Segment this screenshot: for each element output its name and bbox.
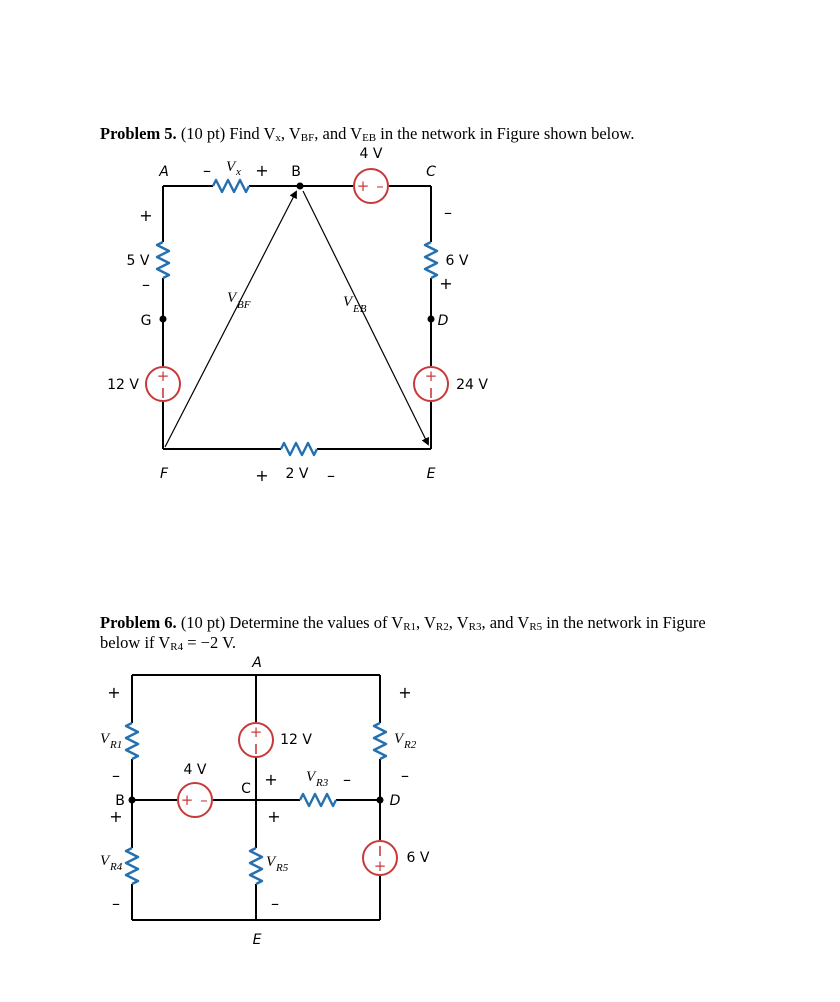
vr5-plus: +: [267, 807, 281, 826]
vr2-plus: +: [398, 683, 412, 702]
resistor-6v: [425, 242, 437, 278]
source-4v-c6-plus: +: [180, 791, 194, 809]
problem-6-sep1: , V: [416, 613, 436, 632]
resistor-6v-label: 6 V: [445, 253, 469, 269]
vr1-label-name: V: [100, 731, 110, 747]
res-6v-plus: +: [439, 274, 453, 293]
problem-6-sep3: , and V: [481, 613, 530, 632]
source-4v-plus: +: [356, 177, 370, 195]
source-4v-minus: –: [376, 177, 384, 195]
vr3-subscript: R3: [468, 621, 482, 633]
node-a-label: A: [159, 164, 169, 180]
problem-6-text-value: = −2 V.: [183, 633, 236, 652]
problem-5-points: (10 pt): [180, 124, 226, 143]
vx-subscript: x: [275, 132, 281, 144]
resistor-2v-label: 2 V: [285, 466, 309, 482]
node-d-dot: [428, 316, 435, 323]
resistor-5v: [157, 242, 169, 278]
problem-5-text-sep: , V: [280, 124, 301, 143]
source-4v-c6-label: 4 V: [183, 762, 207, 778]
node-c-label: C: [426, 164, 436, 180]
source-12v-label: 12 V: [107, 377, 139, 393]
resistor-5v-label: 5 V: [126, 253, 150, 269]
resistor-r5: [250, 848, 262, 884]
vbf-subscript: BF: [300, 132, 315, 144]
source-12v-c6-plus: +: [249, 723, 263, 741]
problem-5-text-end: in the network in Figure shown below.: [376, 124, 635, 143]
node-e-label-c6: E: [252, 932, 262, 948]
node-d-dot-c6: [377, 797, 384, 804]
resistor-r2: [374, 723, 386, 759]
vr5-label-name: V: [266, 854, 276, 870]
vr2-minus: –: [401, 766, 409, 785]
source-12v-plus: +: [156, 367, 170, 385]
vr5-subscript: R5: [529, 621, 543, 633]
node-c-label-c6: C: [241, 781, 251, 797]
vr4-subscript: R4: [170, 641, 184, 653]
res-2v-plus: +: [255, 466, 269, 485]
vr1-plus: +: [107, 683, 121, 702]
resistor-r4: [126, 848, 138, 884]
source-4v-c6-minus: –: [200, 791, 208, 809]
node-f-label: F: [159, 466, 169, 482]
source-12v-c6-label: 12 V: [280, 732, 312, 748]
vx-minus-sign: –: [203, 161, 211, 180]
vr1-label-sub: R1: [110, 739, 123, 751]
veb-label-name: V: [343, 294, 353, 310]
problem-5-text: Find V: [229, 124, 276, 143]
vr2-subscript: R2: [435, 621, 449, 633]
arrow-veb: [303, 191, 428, 444]
problem-6-text-below: below if V: [100, 633, 171, 652]
vr2-label-name: V: [394, 731, 404, 747]
vr2-label-sub: R2: [404, 739, 417, 751]
vr3-plus: +: [264, 770, 278, 789]
veb-subscript: EB: [362, 132, 377, 144]
vr4-minus: –: [112, 894, 120, 913]
res-5v-minus: –: [142, 275, 150, 294]
vr3-minus: –: [343, 770, 351, 789]
res-5v-plus: +: [139, 206, 153, 225]
vr5-label-sub: R5: [276, 862, 289, 874]
vbf-label-name: V: [227, 290, 237, 306]
circuit-5: [107, 146, 488, 485]
node-g-label: G: [140, 313, 152, 329]
node-e-label: E: [426, 466, 436, 482]
node-b-dot: [297, 183, 304, 190]
vr3-label-name: V: [306, 769, 316, 785]
source-6v-c6-label: 6 V: [406, 850, 430, 866]
problem-5-label: Problem 5.: [100, 124, 177, 143]
node-g-dot: [160, 316, 167, 323]
vr4-plus: +: [109, 807, 123, 826]
node-d-label-c6: D: [389, 793, 401, 809]
source-24v-label: 24 V: [456, 377, 488, 393]
problem-6-sep2: , V: [448, 613, 469, 632]
arrow-vbf: [165, 192, 296, 447]
resistor-r1: [126, 723, 138, 759]
res-2v-minus: –: [327, 466, 335, 485]
vx-label-name: V: [226, 159, 236, 175]
vx-plus-sign: +: [255, 161, 269, 180]
resistor-vx: [213, 180, 249, 192]
source-6v-c6-plus: +: [373, 857, 387, 875]
vbf-label-sub: BF: [237, 299, 251, 311]
resistor-2v: [281, 443, 317, 455]
problem-6-text: Determine the values of V: [229, 613, 404, 632]
vr5-minus: –: [271, 894, 279, 913]
veb-label-sub: EB: [353, 303, 367, 315]
res-6v-minus: –: [444, 203, 452, 222]
node-d-label: D: [437, 313, 449, 329]
resistor-r3: [300, 794, 336, 806]
circuit-6: [100, 655, 430, 948]
node-b-label-c6: B: [115, 793, 125, 809]
problem-6-label: Problem 6.: [100, 613, 177, 632]
problem-6-text-mid: in the network in Figure: [542, 613, 706, 632]
node-a-label-c6: A: [252, 655, 262, 671]
vr3-label-sub: R3: [316, 777, 329, 789]
vr1-minus: –: [112, 766, 120, 785]
problem-6-points: (10 pt): [180, 613, 226, 632]
vr4-label-sub: R4: [110, 861, 123, 873]
node-b-label: B: [291, 164, 301, 180]
node-b-dot-c6: [129, 797, 136, 804]
vr1-subscript: R1: [403, 621, 417, 633]
vx-label-sub: x: [236, 166, 241, 178]
source-4v-label: 4 V: [359, 146, 383, 162]
problem-5-text-and: , and V: [314, 124, 363, 143]
source-24v-plus: +: [424, 367, 438, 385]
vr4-label-name: V: [100, 853, 110, 869]
